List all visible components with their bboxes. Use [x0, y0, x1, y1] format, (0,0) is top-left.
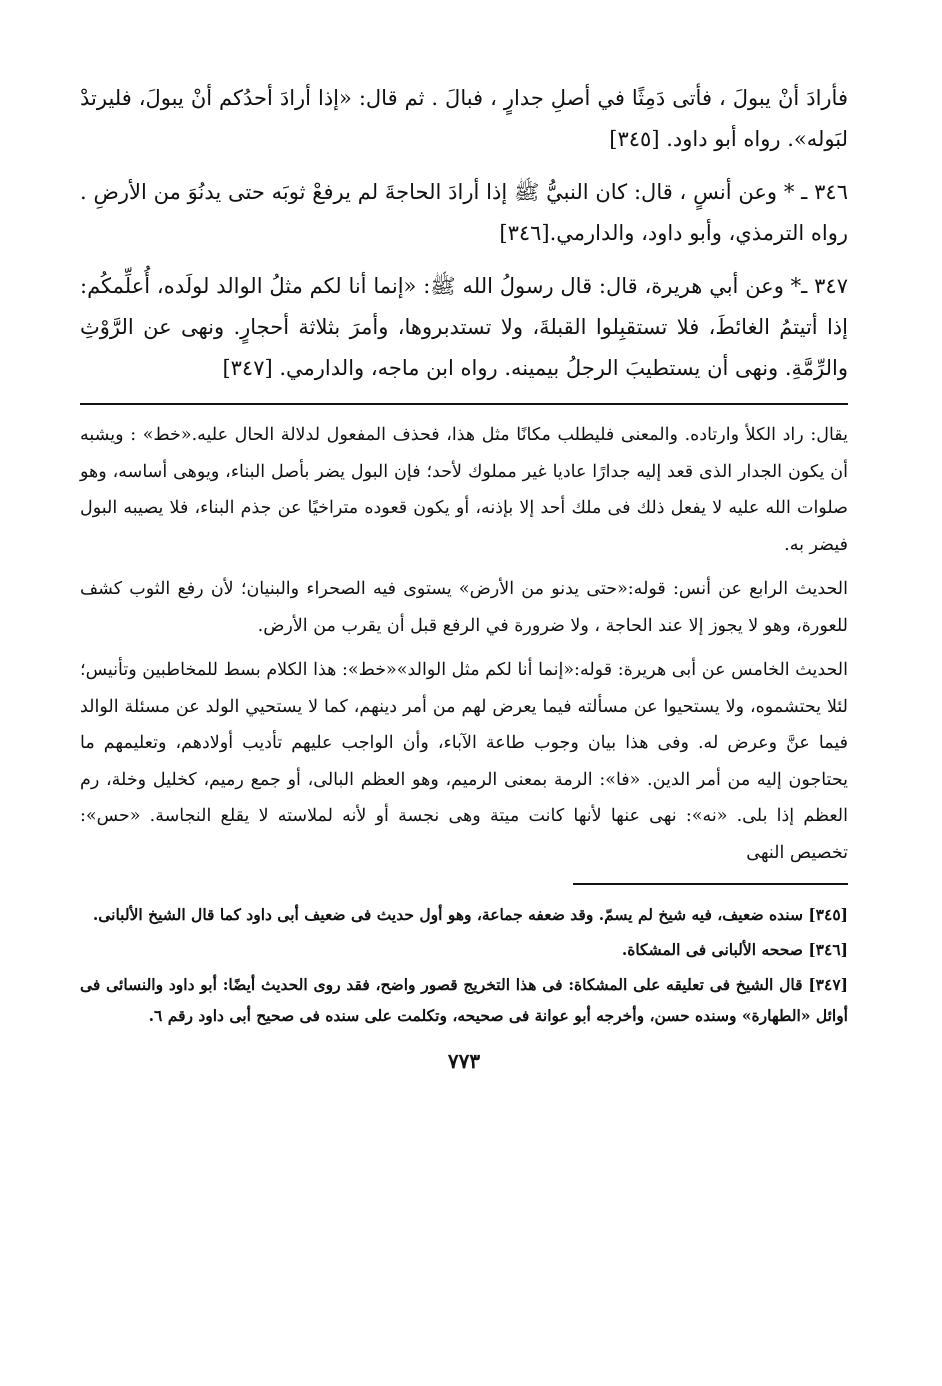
footnote-divider — [573, 883, 848, 885]
footnote-346: [٣٤٦] صححه الألبانى فى المشكاة. — [621, 940, 848, 959]
commentary-paragraph-3: الحديث الخامس عن أبى هريرة: قوله:«إنما أنا لكم مثل الوالد»«خط»: هذا الكلام بسط للمخاطبين وتأنيس؛ لئلا يحتشموه، ولا يستحيوا عن مسألته فيما يعرض لهم من أمر دينهم، كما لا يستحيي الولد عن مسئلة الوالد فيما عنَّ وعرض له. وفى هذا بيان وجوب طاعة الآباء، وأن الواجب عليهم تأديب أولادهم، وتعليمهم ما يحتاجون إليه من أمر الدين. «فا»: الرمة بمعنى الرميم، وهو العظم البالى، أو جمع رميم، كخليل وخلة، رم العظم إذا بلى. «نه»: نهى عنها لأنها كانت ميتة وهى نجسة أو لأنه لملاسته لا يقلع النجاسة. «حس»: تخصيص النهى — [80, 660, 848, 863]
hadith-paragraph-347: ٣٤٧ ـ* وعن أبي هريرة، قال: قال رسولُ الله ﷺ: «إنما أنا لكم مثلُ الوالد لولَده، أُعلِّمكُم: إذا أتيتمُ الغائطَ، فلا تستقبِلوا القبلةَ، ولا تستدبروها، وأمرَ بثلاثة أحجارٍ. ونهى عن الرَّوْثِ والرِّمَّةِ. ونهى أن يستطيبَ الرجلُ بيمينه. رواه ابن ماجه، والدارمي. [٣٤٧] — [80, 274, 848, 380]
book-page — [80, 78, 848, 1073]
footnote-347: [٣٤٧] قال الشيخ فى تعليقه على المشكاة: فى هذا التخريج قصور واضح، فقد روى الحديث أيضًا: أبو داود والنسائى فى أوائل «الطهارة» وسنده حسن، وأخرجه أبو عوانة فى صحيحه، وتكلمت على سنده فى صحيح أبى داود رقم ٦. — [80, 975, 848, 1025]
main-divider — [80, 403, 848, 405]
hadith-paragraph-345-end: فأرادَ أنْ يبولَ ، فأتى دَمِثًا في أصلِ جدارٍ ، فبالَ . ثم قال: «إذا أرادَ أحدُكم أنْ يبولَ، فليرتدْ لبَوله». رواه أبو داود. [٣٤٥] — [80, 86, 848, 151]
footnotes-section — [80, 899, 848, 1031]
page-number: ٧٧٣ — [447, 1049, 481, 1073]
commentary-paragraph-1: يقال: راد الكلأ وارتاده. والمعنى فليطلب مكانًا مثل هذا، فحذف المفعول لدلالة الحال عليه.«خط» : ويشبه أن يكون الجدار الذى قعد إليه جدارًا عاديا غير مملوك لأحد؛ فإن البول يضر بأصل البناء، ويوهى أساسه، وهو صلوات الله عليه لا يفعل ذلك فى ملك أحد إلا بإذنه، أو يكون قعوده متراخيًا عن جذم البناء، فلا يصيبه البول فيضر به. — [80, 425, 848, 555]
hadith-paragraph-346: ٣٤٦ ـ * وعن أنسٍ ، قال: كان النبيُّ ﷺ إذا أرادَ الحاجةَ لم يرفعْ ثوبَه حتى يدنُوَ من الأرضِ . رواه الترمذي، وأبو داود، والدارمي.[٣٤٦] — [80, 180, 848, 245]
footnote-345: [٣٤٥] سنده ضعيف، فيه شيخ لم يسمّ. وقد ضعفه جماعة، وهو أول حديث فى ضعيف أبى داود كما قال الشيخ الألبانى. — [92, 905, 848, 924]
hadith-main-text — [80, 78, 848, 389]
commentary-paragraph-2: الحديث الرابع عن أنس: قوله:«حتى يدنو من الأرض» يستوى فيه الصحراء والبنيان؛ لأن رفع الثوب كشف للعورة، وهو لا يجوز إلا عند الحاجة ، ولا ضرورة في الرفع قبل أن يقرب من الأرض. — [80, 579, 848, 636]
commentary-section — [80, 417, 848, 871]
